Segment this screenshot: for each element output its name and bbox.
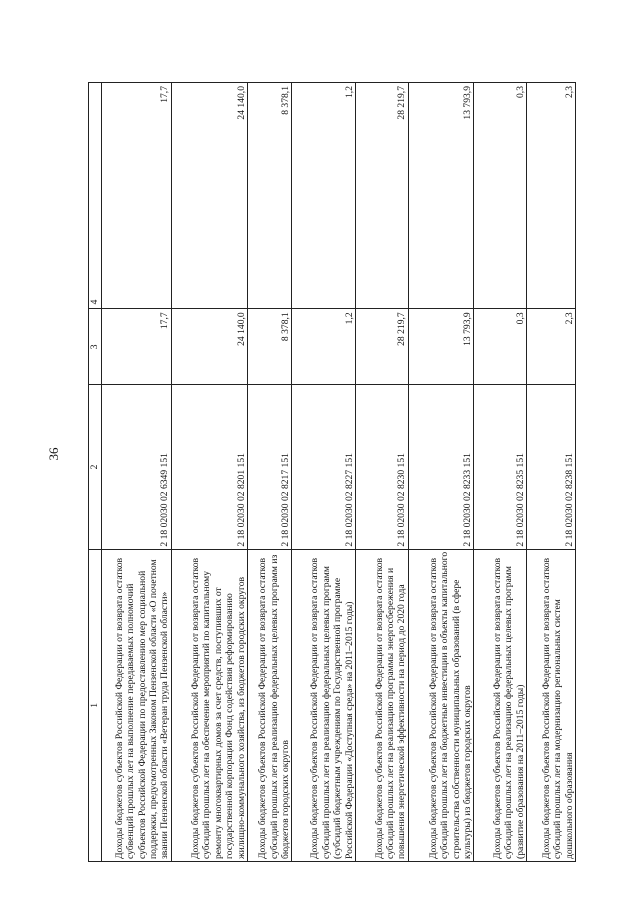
row-value-4: 28 219,7 — [355, 83, 408, 309]
row-value-3: 28 219,7 — [355, 309, 408, 385]
row-description: Доходы бюджетов субъектов Российской Федерации от возврата остатков субсидий прошлых лет на обеспечение мероприятий по капитальному ремонту многоквартирных домов за счет средств, поступивших от государственной корпорации Фонд содействия реформированию жилищно-коммунального хозяйства, из бюджетов городских округов — [171, 549, 247, 861]
row-value-4: 13 793,9 — [408, 83, 474, 309]
revenue-table — [88, 82, 576, 862]
row-code: 2 18 02030 02 8235 151 — [474, 385, 527, 549]
row-description: Доходы бюджетов субъектов Российской Федерации от возврата остатков субсидий прошлых лет на бюджетные инвестиции в объекты капитального строительства собственности муниципальных образований (в сфере культуры) из бюджетов городских округов — [408, 549, 474, 861]
row-value-4: 24 140,0 — [171, 83, 247, 309]
column-header-3: 3 — [89, 309, 102, 385]
table-row — [408, 83, 474, 862]
row-description: Доходы бюджетов субъектов Российской Федерации от возврата остатков субсидий прошлых лет на модернизацию региональных систем дошкольного образования — [527, 549, 576, 861]
row-description: Доходы бюджетов субъектов Российской Федерации от возврата остатков субсидий прошлых лет на реализацию федеральных целевых программ из бюджетов городских округов — [248, 549, 292, 861]
table-row — [248, 83, 292, 862]
table-row — [527, 83, 576, 862]
row-value-3: 8 378,1 — [248, 309, 292, 385]
row-code: 2 18 02030 02 8227 151 — [292, 385, 355, 549]
column-header-2: 2 — [89, 385, 102, 549]
row-code: 2 18 02030 02 8201 151 — [171, 385, 247, 549]
rotated-table-container — [88, 82, 576, 862]
column-header-4: 4 — [89, 83, 102, 309]
row-code: 2 18 02030 02 8233 151 — [408, 385, 474, 549]
row-code: 2 18 02030 02 8238 151 — [527, 385, 576, 549]
table-row — [355, 83, 408, 862]
row-code: 2 18 02030 02 6349 151 — [102, 385, 172, 549]
row-code: 2 18 02030 02 8217 151 — [248, 385, 292, 549]
row-value-4: 1,2 — [292, 83, 355, 309]
table-row — [102, 83, 172, 862]
row-description: Доходы бюджетов субъектов Российской Федерации от возврата остатков субсидий прошлых лет на реализацию федеральных целевых программ (развитие образования на 2011–2015 годы) — [474, 549, 527, 861]
row-description: Доходы бюджетов субъектов Российской Федерации от возврата остатков субсидий прошлых лет на реализацию федеральных целевых программ (субсидий бюджетным учреждениям по Государственной программе Российской Федерации «Доступная среда» на 2011–2015 годы) — [292, 549, 355, 861]
row-code: 2 18 02030 02 8230 151 — [355, 385, 408, 549]
row-value-4: 17,7 — [102, 83, 172, 309]
row-description: Доходы бюджетов субъектов Российской Федерации от возврата остатков субсидий прошлых лет на реализацию программы энергосбережения и повышения энергетической эффективности на период до 2020 года — [355, 549, 408, 861]
table-row — [474, 83, 527, 862]
row-value-3: 24 140,0 — [171, 309, 247, 385]
row-value-4: 2,3 — [527, 83, 576, 309]
row-value-4: 8 378,1 — [248, 83, 292, 309]
table-header-row — [89, 83, 102, 862]
row-value-3: 17,7 — [102, 309, 172, 385]
row-value-4: 0,3 — [474, 83, 527, 309]
row-value-3: 13 793,9 — [408, 309, 474, 385]
table-row — [171, 83, 247, 862]
row-value-3: 0,3 — [474, 309, 527, 385]
row-value-3: 2,3 — [527, 309, 576, 385]
row-value-3: 1,2 — [292, 309, 355, 385]
table-row — [292, 83, 355, 862]
column-header-1: 1 — [89, 549, 102, 861]
row-description: Доходы бюджетов субъектов Российской Федерации от возврата остатков субвенций прошлых лет на выполнение передаваемых полномочий субъектов Российской Федерации по предоставлению мер социальной поддержки, предусмотренных Законом Пензенской области «О почетном звании Пензенской области «Ветеран труда Пензенской области» — [102, 549, 172, 861]
page-number: 36 — [46, 447, 61, 461]
